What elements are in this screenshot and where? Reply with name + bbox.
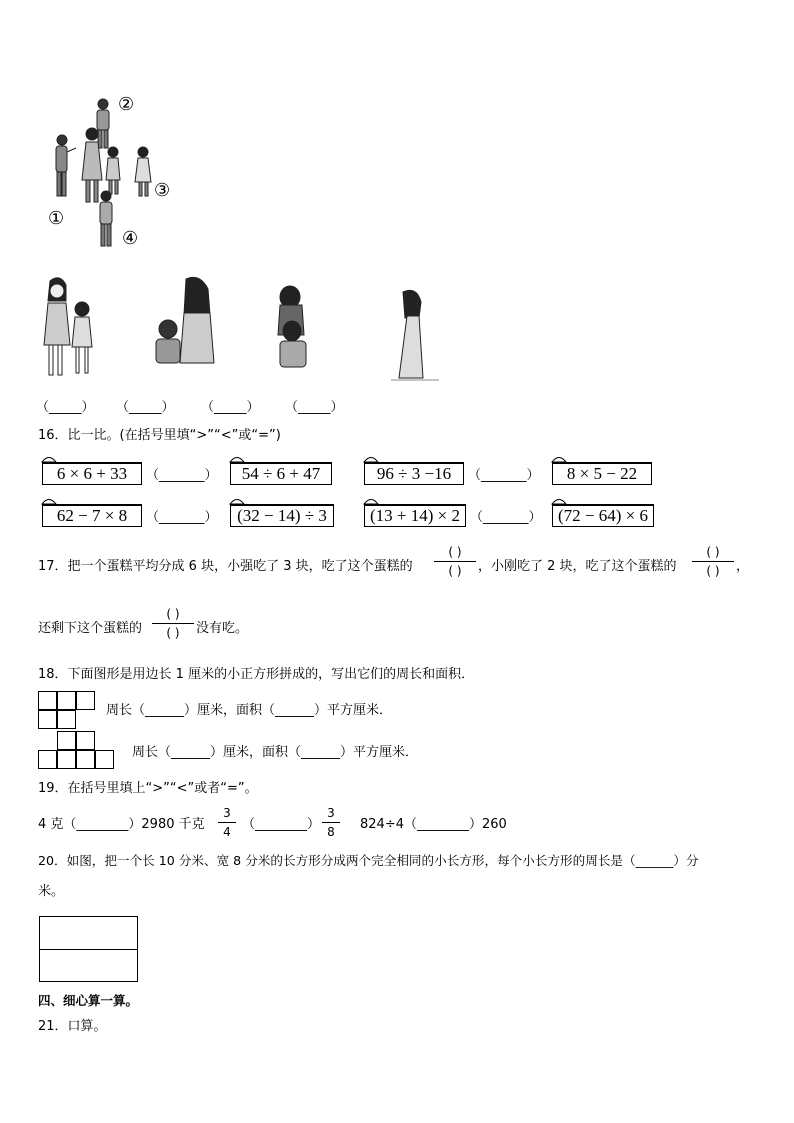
q18-line-2: 周长（______）厘米，面积（______）平方厘米． (132, 745, 419, 760)
cake-icon (363, 455, 379, 463)
q18-shape-1 (38, 691, 98, 731)
view-picture-1 (40, 275, 105, 380)
scene-label-4: ④ (122, 228, 139, 249)
scene-label-1: ① (48, 208, 65, 229)
q16-blank-r2-2[interactable]: （_______） (470, 510, 542, 525)
fraction-numerator: 3 (223, 806, 231, 820)
view-blank-1[interactable]: （_____） (36, 400, 95, 415)
q16-expr-r2-2 (230, 504, 334, 527)
q17-fraction-3[interactable] (152, 607, 194, 640)
q19-item-3: 824÷4（________）260 (360, 817, 507, 832)
fraction-denominator: ( ) (706, 564, 720, 578)
fraction-numerator: 3 (327, 806, 335, 820)
cake-icon (363, 497, 379, 505)
q19-item-1: 4 克（________）2980 千克 (38, 817, 205, 832)
q17-text-4: 还剩下这个蛋糕的 (38, 621, 143, 636)
q16-blank-r1-1[interactable]: （_______） (146, 468, 218, 483)
q17-text-1: 17．把一个蛋糕平均分成 6 块，小强吃了 3 块，吃了这个蛋糕的 (38, 559, 413, 574)
cake-icon (551, 497, 567, 505)
q16-expr-text: 8 × 5 − 22 (566, 464, 638, 483)
cake-icon (229, 497, 245, 505)
fraction-denominator: ( ) (166, 626, 180, 640)
scene-label-3: ③ (154, 180, 171, 201)
q17-text-3: ， (736, 559, 750, 574)
q16-expr-r1-1 (42, 462, 142, 485)
q16-expr-text: (32 − 14) ÷ 3 (237, 506, 327, 525)
q16-expr-r2-4 (552, 504, 654, 527)
cake-icon (41, 497, 57, 505)
q18-shape-2 (38, 731, 120, 771)
fraction-denominator: 8 (327, 825, 335, 839)
q19-fraction-b (322, 806, 340, 839)
view-blank-3[interactable]: （_____） (201, 400, 260, 415)
person-4-figure (100, 191, 112, 246)
q16-expr-r2-3 (364, 504, 466, 527)
fraction-denominator: ( ) (448, 564, 462, 578)
person-1-figure (56, 135, 76, 196)
cake-icon (229, 455, 245, 463)
person-3-figure (135, 147, 151, 196)
q16-expr-text: 96 ÷ 3 −16 (376, 464, 452, 483)
q19-title: 19．在括号里填上“>”“<”或者“=”。 (38, 781, 258, 796)
q16-expr-text: (72 − 64) × 6 (558, 506, 648, 525)
cake-icon (551, 455, 567, 463)
q16-blank-r1-2[interactable]: （_______） (468, 468, 540, 483)
fraction-denominator: 4 (223, 825, 231, 839)
q18-title: 18．下面图形是用边长 1 厘米的小正方形拼成的，写出它们的周长和面积． (38, 667, 475, 682)
q17-text-2: ，小刚吃了 2 块，吃了这个蛋糕的 (478, 559, 677, 574)
view-blank-2[interactable]: （_____） (116, 400, 175, 415)
fraction-numerator: ( ) (706, 545, 720, 559)
q16-expr-text: (13 + 14) × 2 (370, 506, 460, 525)
section-4-heading: 四、细心算一算。 (38, 993, 139, 1008)
q16-expr-r2-1 (42, 504, 142, 527)
q16-expr-text: 6 × 6 + 33 (56, 464, 128, 483)
q16-expr-r1-4 (552, 462, 652, 485)
view-picture-2 (152, 275, 222, 365)
q18-line-1: 周长（______）厘米，面积（______）平方厘米． (106, 703, 393, 718)
q17-fraction-1[interactable] (434, 545, 476, 578)
view-picture-3 (270, 285, 315, 370)
scene-label-2: ② (118, 94, 135, 115)
q20-divider-line (40, 949, 137, 950)
cake-icon (41, 455, 57, 463)
scene-illustration (40, 90, 190, 255)
fraction-numerator: ( ) (448, 545, 462, 559)
q16-blank-r2-1[interactable]: （_______） (146, 510, 218, 525)
q20-rectangle-figure (39, 916, 138, 982)
q21-title: 21．口算。 (38, 1019, 107, 1034)
q17-fraction-2[interactable] (692, 545, 734, 578)
q16-title: 16．比一比。(在括号里填“>”“<”或“=”) (38, 428, 281, 443)
q16-expr-text: 54 ÷ 6 + 47 (241, 464, 321, 483)
q19-blank-2[interactable]: （________） (242, 817, 321, 832)
q20-line-2: 米。 (38, 884, 65, 899)
view-blank-4[interactable]: （_____） (285, 400, 344, 415)
q20-line-1: 20．如图，把一个长 10 分米、宽 8 分米的长方形分成两个完全相同的小长方形，每个小长方形的周长是（______）分 (38, 853, 699, 868)
view-picture-4 (385, 288, 445, 383)
q19-fraction-a (218, 806, 236, 839)
q16-expr-r1-2 (230, 462, 332, 485)
q16-expr-text: 62 − 7 × 8 (56, 506, 128, 525)
fraction-numerator: ( ) (166, 607, 180, 621)
person-2-figure (97, 99, 109, 148)
q16-expr-r1-3 (364, 462, 464, 485)
q17-text-5: 没有吃。 (196, 621, 249, 636)
